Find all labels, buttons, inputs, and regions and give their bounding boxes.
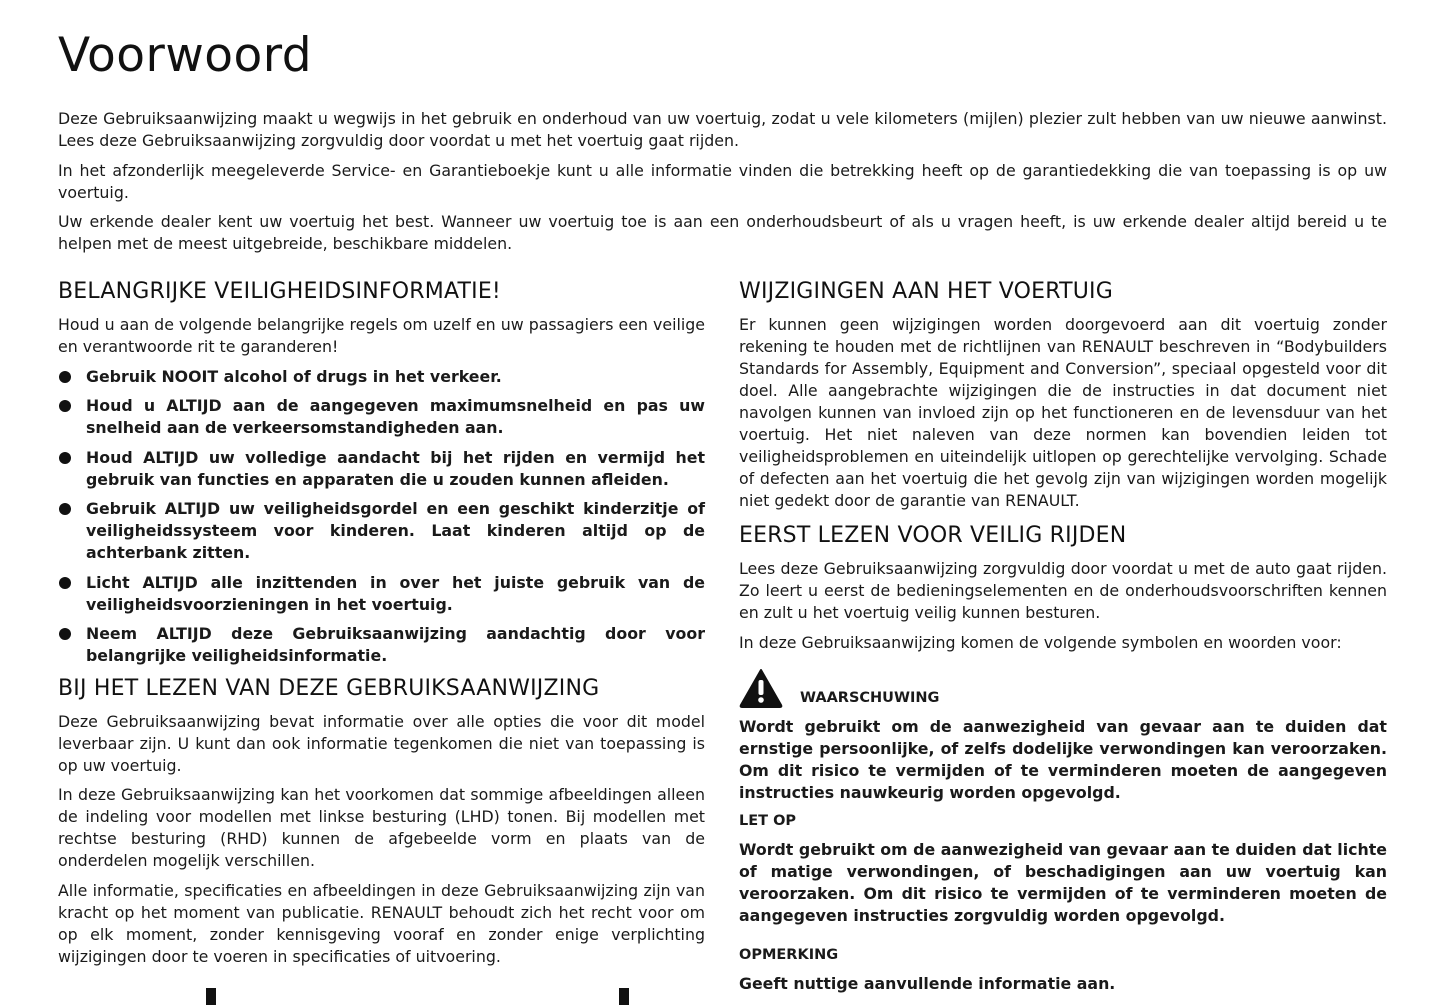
modifications-text: Er kunnen geen wijzigingen worden doorgevoerd aan dit voertuig zonder rekening te houden met de richtlijnen van RENAULT beschreven in “Bodybuilders Standards for Assembly, Equipment and Conversion”, speciaal opgesteld voor dit doel. Alle aangebrachte wijzigingen die de instructies in dat document niet navolgen kunnen van invloed zijn op het functioneren en de levensduur van het voertuig. Het niet naleven van deze normen kan bovendien leiden tot veiligheidsproblemen en uiteindelijk uitlopen op gerechtelijke vervolging. Schade of defecten aan het voertuig die het gevolg zijn van wijzigingen worden mogelijk niet gedekt door de garantie van RENAULT. bbox=[739, 315, 1387, 510]
safety-heading: BELANGRIJKE VEILIGHEIDSINFORMATIE! bbox=[58, 279, 501, 304]
intro-paragraph: In het afzonderlijk meegeleverde Service- en Garantieboekje kunt u alle informatie vinden die betrekking heeft op de garantiedekking die van toepassing is op uw voertuig. bbox=[58, 160, 1387, 202]
page-title: Voorwoord bbox=[58, 28, 313, 83]
bullet-icon bbox=[59, 577, 71, 589]
caution-text: Wordt gebruikt om de aanwezigheid van gevaar aan te duiden dat lichte of matige verwondingen, of beschadigingen aan uw voertuig kan veroorzaken. Om dit risico te vermijden of te verminderen moeten de aangegeven instructies zorgvuldig worden opgevolgd. bbox=[739, 840, 1387, 925]
safety-rule: Houd ALTIJD uw volledige aandacht bij het rijden en vermijd het gebruik van functies en apparaten die u zouden kunnen afleiden. bbox=[58, 447, 705, 491]
caution-label: LET OP bbox=[739, 813, 797, 829]
safety-rule: Neem ALTIJD deze Gebruiksaanwijzing aandachtig door voor belangrijke veiligheidsinformatie. bbox=[58, 623, 705, 667]
bullet-icon bbox=[59, 452, 71, 464]
first-read-paragraph: In deze Gebruiksaanwijzing komen de volgende symbolen en woorden voor: bbox=[739, 632, 1342, 652]
cropped-glyph bbox=[206, 988, 216, 1005]
bullet-icon bbox=[59, 628, 71, 640]
reading-paragraph: Deze Gebruiksaanwijzing bevat informatie over alle opties die voor dit model leverbaar zijn. U kunt dan ook informatie tegenkomen die niet van toepassing is op uw voertuig. bbox=[58, 711, 705, 775]
warning-row bbox=[739, 668, 1387, 708]
safety-rule: Houd u ALTIJD aan de aangegeven maximumsnelheid en pas uw snelheid aan de verkeersomstandigheden aan. bbox=[58, 395, 705, 439]
intro-section bbox=[58, 108, 1387, 263]
modifications-heading: WIJZIGINGEN AAN HET VOERTUIG bbox=[739, 279, 1113, 304]
warning-label: WAARSCHUWING bbox=[800, 689, 940, 706]
note-label: OPMERKING bbox=[739, 946, 839, 963]
bullet-icon bbox=[59, 503, 71, 515]
bullet-icon bbox=[59, 371, 71, 383]
left-column bbox=[58, 278, 705, 975]
safety-rules-list bbox=[58, 366, 705, 668]
reading-heading: BIJ HET LEZEN VAN DEZE GEBRUIKSAANWIJZING bbox=[58, 675, 600, 701]
reading-paragraph: In deze Gebruiksaanwijzing kan het voorkomen dat sommige afbeeldingen alleen de indeling voor modellen met linkse besturing (LHD) tonen. Bij modellen met rechtse besturing (RHD) kunnen de afgebeelde vorm en plaats van de onderdelen mogelijk verschillen. bbox=[58, 785, 705, 870]
safety-rule: Gebruik NOOIT alcohol of drugs in het verkeer. bbox=[58, 366, 705, 388]
intro-paragraph: Uw erkende dealer kent uw voertuig het best. Wanneer uw voertuig toe is aan een onderhoudsbeurt of als u vragen heeft, is uw erkende dealer altijd bereid u te helpen met de meest uitgebreide, beschikbare middelen. bbox=[58, 212, 1387, 253]
warning-text: Wordt gebruikt om de aanwezigheid van gevaar aan te duiden dat ernstige persoonlijke, of zelfs dodelijke verwondingen kan veroorzaken. Om dit risico te vermijden of te verminderen moeten de aangegeven instructies nauwkeurig worden opgevolgd. bbox=[739, 716, 1387, 802]
right-column bbox=[739, 278, 1387, 1002]
safety-rule: Licht ALTIJD alle inzittenden in over het juiste gebruik van de veiligheidsvoorzieningen in het voertuig. bbox=[58, 572, 705, 616]
note-text: Geeft nuttige aanvullende informatie aan. bbox=[739, 973, 1116, 993]
safety-rule: Gebruik ALTIJD uw veiligheidsgordel en een geschikt kinderzitje of veiligheidssysteem voor kinderen. Laat kinderen altijd op de achterbank zitten. bbox=[58, 498, 705, 564]
first-read-paragraph: Lees deze Gebruiksaanwijzing zorgvuldig door voordat u met de auto gaat rijden. Zo leert u eerst de bedieningselementen en de onderhoudsvoorschriften kennen en zult u het voertuig veilig kunnen besturen. bbox=[739, 559, 1387, 622]
bullet-icon bbox=[59, 400, 71, 412]
safety-lead: Houd u aan de volgende belangrijke regels om uzelf en uw passagiers een veilige en verantwoorde rit te garanderen! bbox=[58, 315, 705, 356]
first-read-heading: EERST LEZEN VOOR VEILIG RIJDEN bbox=[739, 523, 1127, 548]
cropped-glyph bbox=[619, 988, 629, 1005]
intro-paragraph: Deze Gebruiksaanwijzing maakt u wegwijs in het gebruik en onderhoud van uw voertuig, zodat u vele kilometers (mijlen) plezier zult hebben van uw nieuwe aanwinst. Lees deze Gebruiksaanwijzing zorgvuldig door voordat u met het voertuig gaat rijden. bbox=[58, 109, 1387, 150]
warning-triangle-icon bbox=[739, 668, 783, 708]
reading-paragraph: Alle informatie, specificaties en afbeeldingen in deze Gebruiksaanwijzing zijn van kracht op het moment van publicatie. RENAULT behoudt zich het recht voor om op elk moment, zonder kennisgeving vooraf en zonder enige verplichting wijzigingen door te voeren in specificaties of uitvoering. bbox=[58, 880, 705, 966]
